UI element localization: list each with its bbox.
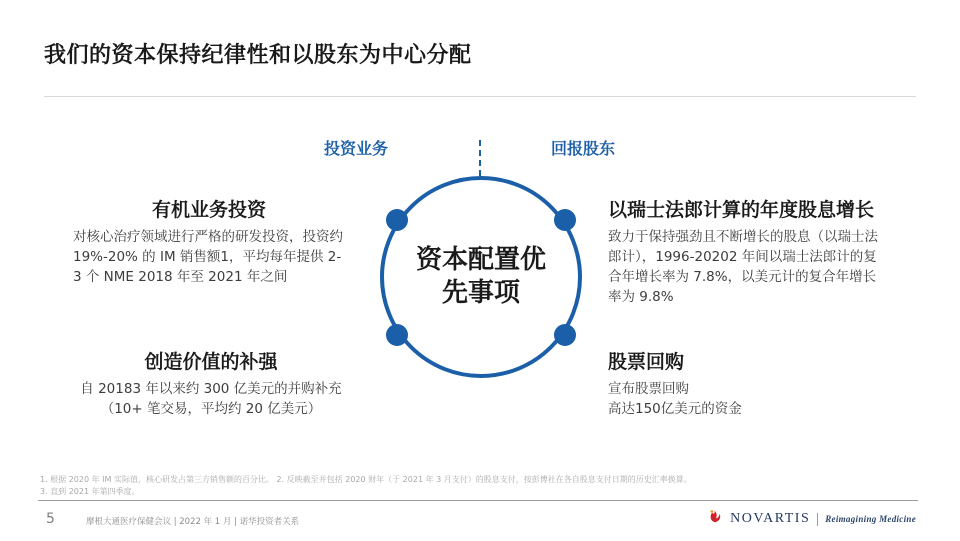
node-dot-upper-right [554, 209, 576, 231]
section-heading: 有机业务投资 [151, 199, 266, 221]
page-title: 我们的资本保持纪律性和以股东为中心分配 [44, 43, 472, 68]
node-dot-upper-left [386, 209, 408, 231]
node-dot-lower-left [386, 324, 408, 346]
section-body: 对核心治疗领域进行严格的研发投资，投资约 19%-20% 的 IM 销售额1，平均每年提供 2-3 个 NME 2018 年至 2021 年之间 [73, 229, 343, 285]
section-body: 致力于保持强劲且不断增长的股息（以瑞士法郎计），1996-20202 年间以瑞士法郎计的复合年增长率为 7.8%，以美元计的复合年增长率为 9.8% [608, 229, 878, 305]
footer-divider [38, 500, 918, 501]
novartis-flame-icon [708, 509, 723, 529]
center-circle [380, 176, 582, 378]
brand-wordmark: NOVARTIS [730, 511, 811, 526]
title-divider [44, 96, 916, 97]
capital-allocation-diagram [380, 176, 582, 378]
section-body-line: 高达150亿美元的资金 [608, 401, 742, 417]
section-organic-investment [73, 197, 345, 287]
label-invest-business: 投资业务 [324, 139, 389, 158]
dashed-divider [479, 140, 481, 176]
section-heading: 股票回购 [608, 351, 685, 373]
brand-tagline: Reimagining Medicine [825, 514, 916, 524]
section-share-buyback [608, 349, 880, 419]
footnote-line: 3. 直到 2021 年第四季度。 [40, 487, 140, 496]
section-heading: 创造价值的补强 [144, 351, 278, 373]
footnote-line: 1. 根据 2020 年 IM 实际值，核心研发占第三方销售额的百分比。 2. 反映截至并包括 2020 财年（于 2021 年 3 月支付）的股息支付，按彭博社在各自股息支付日期的历史汇率换算。 [40, 475, 692, 484]
section-body-line: （10+ 笔交易，平均约 20 亿美元） [100, 401, 322, 417]
label-return-shareholders: 回报股东 [551, 139, 616, 158]
section-dividend-growth [608, 197, 880, 307]
section-body-line: 宣布股票回购 [608, 381, 689, 397]
section-body-line: 自 20183 年以来约 300 亿美元的并购补充 [80, 381, 342, 397]
footnotes [40, 474, 930, 498]
section-heading: 以瑞士法郎计算的年度股息增长 [608, 199, 875, 221]
page-number: 5 [46, 511, 55, 527]
section-value-boltons [66, 349, 356, 419]
novartis-logo [708, 508, 916, 530]
center-circle-label: 资本配置优先事项 [415, 245, 546, 308]
node-dot-lower-right [554, 324, 576, 346]
footer-text: 摩根大通医疗保健会议 | 2022 年 1 月 | 诺华投资者关系 [86, 517, 300, 527]
logo-separator [817, 513, 818, 526]
